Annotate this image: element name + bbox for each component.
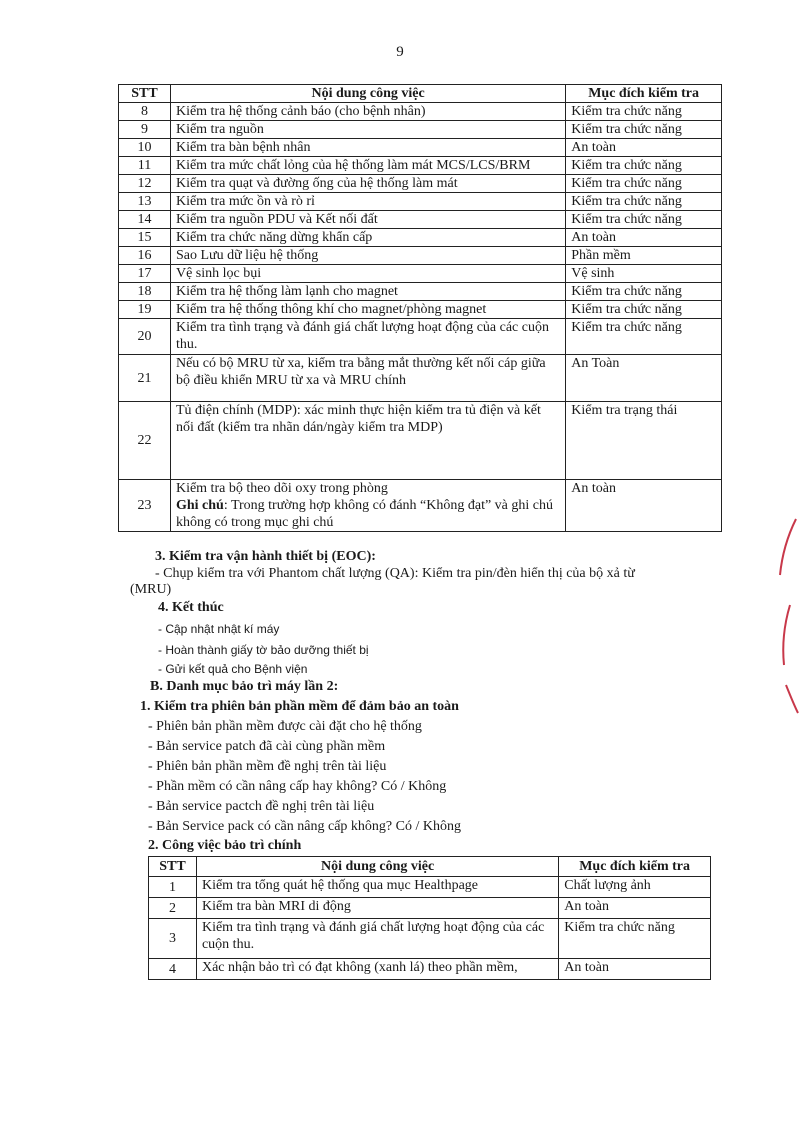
row-content — [170, 480, 565, 532]
table-row — [119, 211, 722, 229]
list-item: - Bản Service pack có cần nâng cấp không? Có / Không — [148, 819, 461, 834]
row-stt: 13 — [119, 193, 171, 211]
note-text: : Trong trường hợp không có đánh “Không đạt” và ghi chú không có trong mục ghi chú — [175, 498, 554, 530]
table-row — [119, 103, 722, 121]
subsection-1-heading: 1. Kiểm tra phiên bản phần mềm để đảm bảo an toàn — [140, 699, 459, 714]
row-content: Kiểm tra bàn MRI di động — [196, 898, 558, 919]
table-row — [119, 157, 722, 175]
row-stt: 15 — [119, 229, 171, 247]
row-purpose: Kiểm tra chức năng — [566, 157, 722, 175]
row-purpose: An toàn — [559, 959, 711, 980]
row-purpose: Kiểm tra chức năng — [566, 175, 722, 193]
list-item: - Phiên bản phần mềm được cài đặt cho hệ thống — [148, 719, 422, 734]
row-purpose: An toàn — [566, 229, 722, 247]
row-content: Kiểm tra quạt và đường ống của hệ thống làm mát — [170, 175, 565, 193]
row-stt: 10 — [119, 139, 171, 157]
row-content: Kiểm tra mức chất lỏng của hệ thống làm mát MCS/LCS/BRM — [170, 157, 565, 175]
row-purpose: Kiểm tra chức năng — [566, 103, 722, 121]
row-purpose: Kiểm tra chức năng — [566, 211, 722, 229]
row-purpose: Kiểm tra chức năng — [566, 121, 722, 139]
row-stt: 8 — [119, 103, 171, 121]
stamp-arc — [786, 685, 798, 713]
row-purpose: Chất lượng ảnh — [559, 877, 711, 898]
section-3-line: - Chụp kiểm tra với Phantom chất lượng (QA): Kiểm tra pin/đèn hiển thị của bộ xả từ — [155, 566, 635, 581]
row-stt: 12 — [119, 175, 171, 193]
list-item: - Gửi kết quả cho Bệnh viện — [158, 662, 308, 676]
row-content: Tủ điện chính (MDP): xác minh thực hiện kiểm tra tủ điện và kết nối đất (kiểm tra nhãn dán/ngày kiểm tra MDP) — [170, 402, 565, 480]
maintenance-table-1 — [118, 84, 722, 532]
row-stt: 14 — [119, 211, 171, 229]
list-item: - Bản service pactch đề nghị trên tài liệu — [148, 799, 375, 814]
row-purpose: Vệ sinh — [566, 265, 722, 283]
row-purpose: An toàn — [566, 139, 722, 157]
row-content: Kiểm tra nguồn — [170, 121, 565, 139]
section-3-line: (MRU) — [130, 582, 172, 597]
row-stt: 23 — [119, 480, 171, 532]
list-item: - Cập nhật nhật kí máy — [158, 622, 280, 636]
row-content-text: Kiểm tra bộ theo dõi oxy trong phòng — [175, 481, 388, 496]
header-purpose: Mục đích kiểm tra — [559, 857, 711, 877]
stamp-arc — [780, 519, 796, 575]
row-stt: 18 — [119, 283, 171, 301]
row-purpose: An toàn — [559, 898, 711, 919]
list-item: - Phiên bản phần mềm đề nghị trên tài liệu — [148, 759, 387, 774]
table-row — [149, 898, 711, 919]
row-stt: 22 — [119, 402, 171, 480]
row-content: Nếu có bộ MRU từ xa, kiểm tra bằng mắt thường kết nối cáp giữa bộ điều khiển MRU từ xa và MRU chính — [170, 355, 565, 402]
header-purpose: Mục đích kiểm tra — [566, 85, 722, 103]
row-purpose: Kiểm tra chức năng — [566, 283, 722, 301]
table-row — [149, 919, 711, 959]
row-content: Kiểm tra nguồn PDU và Kết nối đất — [170, 211, 565, 229]
row-content: Kiểm tra bàn bệnh nhân — [170, 139, 565, 157]
header-content: Nội dung công việc — [170, 85, 565, 103]
table-row — [119, 301, 722, 319]
table-row — [149, 877, 711, 898]
maintenance-table-2 — [148, 856, 711, 980]
row-purpose: Kiểm tra chức năng — [566, 301, 722, 319]
header-content: Nội dung công việc — [196, 857, 558, 877]
row-purpose: Kiểm tra chức năng — [559, 919, 711, 959]
table-row — [119, 121, 722, 139]
row-stt: 2 — [149, 898, 197, 919]
row-content: Kiểm tra hệ thống cảnh báo (cho bệnh nhân) — [170, 103, 565, 121]
subsection-2-heading: 2. Công việc bảo trì chính — [148, 838, 302, 853]
table-row — [119, 355, 722, 402]
row-content: Sao Lưu dữ liệu hệ thống — [170, 247, 565, 265]
table-row — [119, 480, 722, 532]
stamp-edge — [760, 515, 800, 715]
row-stt: 16 — [119, 247, 171, 265]
row-purpose: Kiểm tra chức năng — [566, 193, 722, 211]
table-row — [119, 139, 722, 157]
table-row — [119, 283, 722, 301]
row-stt: 4 — [149, 959, 197, 980]
row-content: Kiểm tra tổng quát hệ thống qua mục Healthpage — [196, 877, 558, 898]
note-label: Ghi chú — [175, 498, 224, 513]
row-stt: 20 — [119, 319, 171, 355]
table-row — [119, 229, 722, 247]
row-purpose: An toàn — [566, 480, 722, 532]
table-row — [119, 247, 722, 265]
row-stt: 21 — [119, 355, 171, 402]
table-row — [119, 402, 722, 480]
section-b-heading: B. Danh mục bảo trì máy lần 2: — [150, 679, 339, 694]
list-item: - Phần mềm có cần nâng cấp hay không? Có / Không — [148, 779, 447, 794]
stamp-arc — [783, 605, 790, 665]
header-stt: STT — [149, 857, 197, 877]
row-purpose: Kiểm tra chức năng — [566, 319, 722, 355]
row-content: Kiểm tra mức ồn và rò rỉ — [170, 193, 565, 211]
list-item: - Hoàn thành giấy tờ bảo dưỡng thiết bị — [158, 643, 369, 657]
row-stt: 11 — [119, 157, 171, 175]
row-stt: 17 — [119, 265, 171, 283]
table-row — [149, 959, 711, 980]
row-content: Kiểm tra tình trạng và đánh giá chất lượng hoạt động của các cuộn thu. — [170, 319, 565, 355]
row-stt: 1 — [149, 877, 197, 898]
row-purpose: Phần mềm — [566, 247, 722, 265]
row-stt: 3 — [149, 919, 197, 959]
row-content: Kiểm tra hệ thống làm lạnh cho magnet — [170, 283, 565, 301]
row-stt: 19 — [119, 301, 171, 319]
row-content: Vệ sinh lọc bụi — [170, 265, 565, 283]
row-content: Kiểm tra tình trạng và đánh giá chất lượng hoạt động của các cuộn thu. — [196, 919, 558, 959]
header-stt: STT — [119, 85, 171, 103]
row-content: Kiểm tra chức năng dừng khẩn cấp — [170, 229, 565, 247]
row-content: Xác nhận bảo trì có đạt không (xanh lá) theo phần mềm, — [196, 959, 558, 980]
row-content: Kiểm tra hệ thống thông khí cho magnet/phòng magnet — [170, 301, 565, 319]
row-purpose: An Toàn — [566, 355, 722, 402]
section-3-heading: 3. Kiểm tra vận hành thiết bị (EOC): — [155, 549, 376, 564]
section-4-heading: 4. Kết thúc — [158, 600, 224, 615]
list-item: - Bản service patch đã cài cùng phần mềm — [148, 739, 386, 754]
table-row — [119, 193, 722, 211]
table-row — [119, 319, 722, 355]
table-row — [119, 265, 722, 283]
table-row — [119, 175, 722, 193]
row-stt: 9 — [119, 121, 171, 139]
page-number: 9 — [396, 44, 404, 60]
row-purpose: Kiểm tra trạng thái — [566, 402, 722, 480]
